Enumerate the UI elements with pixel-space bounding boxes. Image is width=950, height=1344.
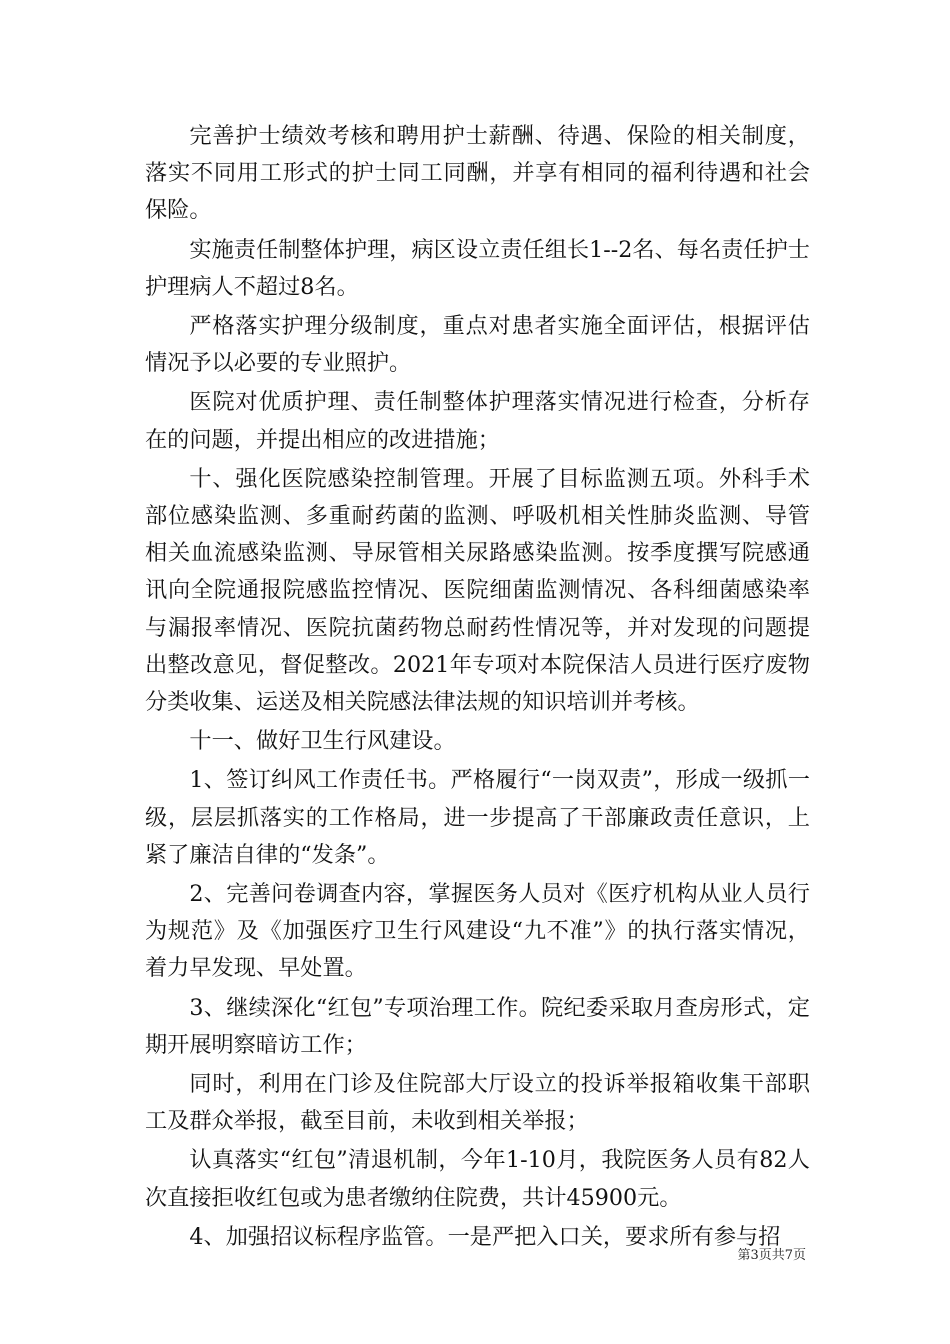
- paragraph-bidding-supervision: 4、加强招议标程序监管。一是严把入口关，要求所有参与招: [189, 1223, 781, 1250]
- paragraph-complaint-box: 同时，利用在门诊及住院部大厅设立的投诉举报箱收集干部职工及群众举报，截至目前，未收到相关举报；: [145, 1071, 810, 1135]
- document-body: [145, 118, 810, 1258]
- paragraph-red-envelope-campaign: 3、继续深化“红包”专项治理工作。院纪委采取月查房形式，定期开展明察暗访工作；: [145, 994, 810, 1058]
- paragraph-responsibility-letter: 1、签订纠风工作责任书。严格履行“一岗双责”，形成一级抓一级，层层抓落实的工作格局，进一步提高了干部廉政责任意识，上紧了廉洁自律的“发条”。: [145, 767, 810, 868]
- paragraph-nursing-grading: 严格落实护理分级制度，重点对患者实施全面评估，根据评估情况予以必要的专业照护。: [145, 313, 810, 377]
- paragraph-infection-control: 十、强化医院感染控制管理。开展了目标监测五项。外科手术部位感染监测、多重耐药菌的监测、呼吸机相关性肺炎监测、导管相关血流感染监测、导尿管相关尿路感染监测。按季度撰写院感通讯向全院通报院感监控情况、医院细菌监测情况、各科细菌感染率与漏报率情况、医院抗菌药物总耐药性情况等，并对发现的问题提出整改意见，督促整改。2021年专项对本院保洁人员进行医疗废物分类收集、运送及相关院感法律法规的知识培训并考核。: [145, 465, 810, 716]
- paragraph-questionnaire: 2、完善问卷调查内容，掌握医务人员对《医疗机构从业人员行为规范》及《加强医疗卫生行风建设“九不准”》的执行落实情况，着力早发现、早处置。: [145, 881, 810, 982]
- paragraph-section-heading: 十一、做好卫生行风建设。: [189, 728, 456, 755]
- paragraph-quality-inspection: 医院对优质护理、责任制整体护理落实情况进行检查，分析存在的问题，并提出相应的改进措施；: [145, 389, 810, 453]
- paragraph-refund-mechanism: 认真落实“红包”清退机制，今年1-10月，我院医务人员有82人次直接拒收红包或为患者缴纳住院费，共计45900元。: [145, 1147, 810, 1211]
- paragraph-responsibility-nursing: 实施责任制整体护理，病区设立责任组长1--2名、每名责任护士护理病人不超过8名。: [145, 236, 810, 300]
- page-number: 第3页共7页: [737, 1248, 806, 1263]
- paragraph-nurse-compensation: 完善护士绩效考核和聘用护士薪酬、待遇、保险的相关制度，落实不同用工形式的护士同工同酬，并享有相同的福利待遇和社会保险。: [145, 123, 810, 224]
